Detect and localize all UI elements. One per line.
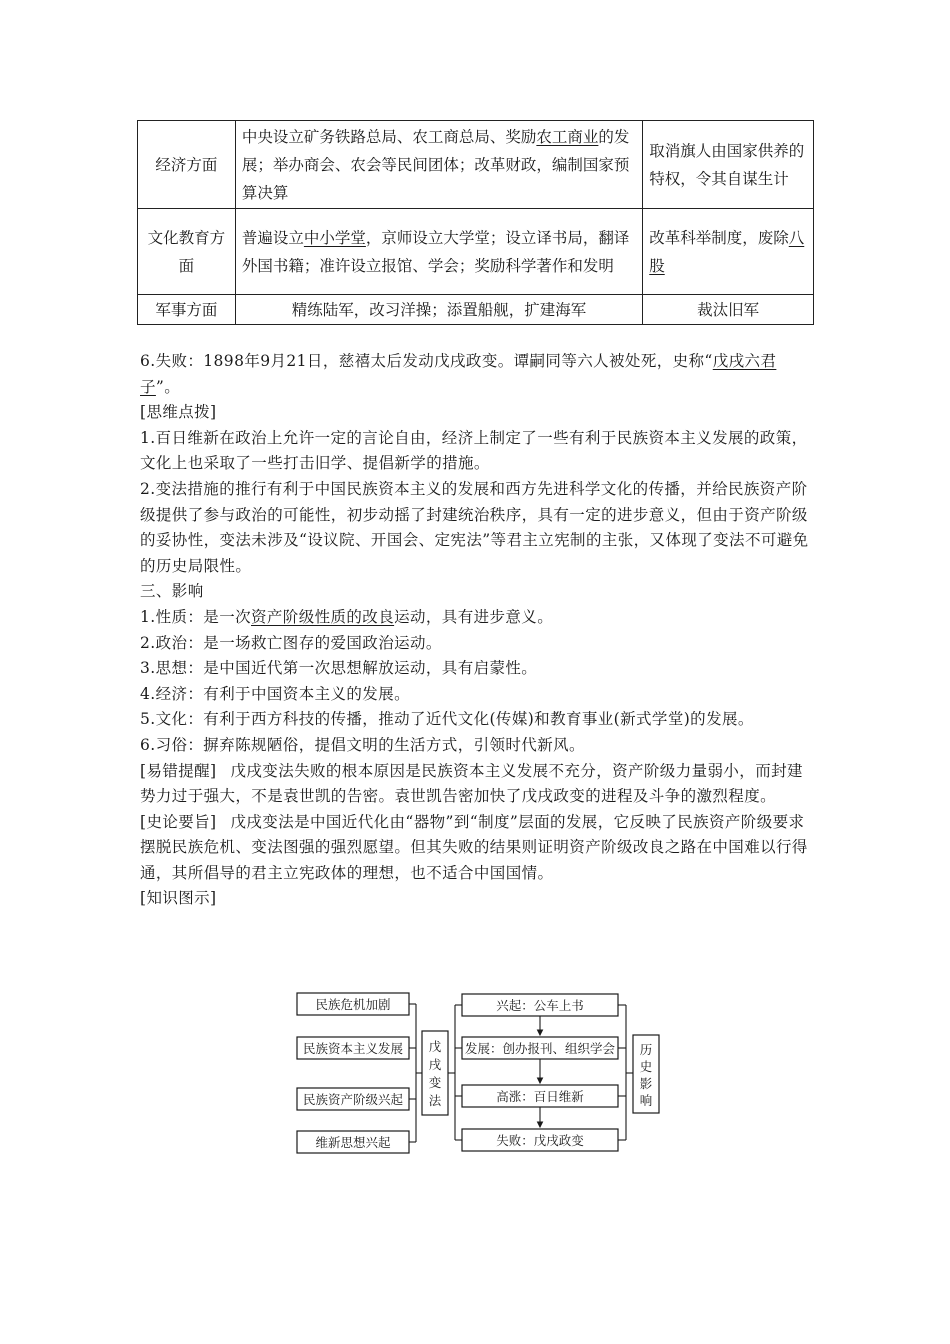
center-char: 变: [428, 1075, 442, 1090]
mistake-paragraph: [易错提醒] 戊戌变法失败的根本原因是民族资本主义发展不充分，资产阶级力量弱小，而封建势力过于强大，不是袁世凯的告密。袁世凯告密加快了戊戌政变的进程及斗争的激烈程度。: [140, 761, 803, 806]
stage-label: 高涨：百日维新: [496, 1089, 584, 1104]
center-char: 戌: [428, 1057, 442, 1072]
measures-cell: 普遍设立中小学堂，京师设立大学堂；设立译书局，翻译外国书籍；准许设立报馆、学会；奖励科学著作和发明: [235, 209, 642, 295]
stage-box: [462, 1037, 618, 1059]
cause-box: [297, 993, 409, 1015]
cause-label: 民族资本主义发展: [302, 1041, 404, 1056]
stage-box: [462, 994, 618, 1016]
body-text: [140, 349, 816, 912]
knowledge-diagram: [290, 985, 670, 1155]
list-item: 3.思想：是中国近代第一次思想解放运动，具有启蒙性。: [140, 659, 538, 678]
abolish-cell: 取消旗人由国家供养的特权，令其自谋生计: [643, 121, 814, 209]
paragraph: 2.变法措施的推行有利于中国民族资本主义的发展和西方先进科学文化的传播，并给民族资产阶级提供了参与政治的可能性，初步动摇了封建统治秩序，具有一定的进步意义，但由于资产阶级的妥协性，变法未涉及“设议院、开国会、定宪法”等君主立宪制的主张，又体现了变法不可避免的历史局限性。: [140, 479, 809, 575]
table-row: [138, 295, 814, 325]
abolish-cell: 裁汰旧军: [643, 295, 814, 325]
cause-box: [297, 1037, 409, 1059]
stage-box: [462, 1129, 618, 1151]
cause-label: 民族危机加剧: [315, 997, 391, 1012]
stage-label: 发展：创办报刊、组织学会: [464, 1041, 616, 1056]
failure-paragraph: 6.失败：1898年9月21日，慈禧太后发动戊戌政变。谭嗣同等六人被处死，史称“戊戌六君子”。: [140, 352, 777, 396]
left-connector: [409, 1004, 422, 1142]
theory-paragraph: [史论要旨] 戊戌变法是中国近代化由“器物”到“制度”层面的发展，它反映了民族资产阶级要求摆脱民族危机、变法图强的强烈愿望。但其失败的结果则证明资产阶级改良之路在中国难以行得通，其所倡导的君主立宪政体的理想，也不适合中国国情。: [140, 812, 808, 882]
paragraph: 1.百日维新在政治上允许一定的言论自由，经济上制定了一些有利于民族资本主义发展的政策，文化上也采取了一些打击旧学、提倡新学的措施。: [140, 428, 808, 473]
table-row: [138, 209, 814, 295]
cause-box: [297, 1088, 409, 1110]
list-item: 2.政治：是一场救亡图存的爱国政治运动。: [140, 633, 442, 652]
stage-label: 兴起：公车上书: [496, 998, 584, 1013]
section-label: [思维点拨]: [140, 403, 217, 422]
impact-box: [633, 1035, 659, 1113]
impact-char: 历: [639, 1042, 653, 1057]
cause-box: [297, 1131, 409, 1153]
list-item: 4.经济：有利于中国资本主义的发展。: [140, 684, 410, 703]
abolish-cell: 改革科举制度，废除八股: [643, 209, 814, 295]
list-item: 1.性质：是一次资产阶级性质的改良运动，具有进步意义。: [140, 607, 554, 626]
measures-cell: 精练陆军，改习洋操；添置船舰，扩建海军: [235, 295, 642, 325]
stage-box: [462, 1085, 618, 1107]
center-char: 戊: [428, 1039, 442, 1054]
center-box: [422, 1031, 448, 1115]
section-heading: 三、影响: [140, 582, 204, 601]
list-item: 6.习俗：摒弃陈规陋俗，提倡文明的生活方式，引领时代新风。: [140, 735, 585, 754]
stage-label: 失败：戊戌政变: [496, 1133, 584, 1148]
table-row: [138, 121, 814, 209]
section-label: [知识图示]: [140, 889, 217, 908]
right-connector: [618, 1005, 633, 1140]
list-item: 5.文化：有利于西方科技的传播，推动了近代文化(传媒)和教育事业(新式学堂)的发展。: [140, 710, 754, 729]
impact-char: 影: [639, 1076, 653, 1091]
center-char: 法: [428, 1093, 442, 1108]
impact-char: 史: [639, 1059, 653, 1074]
aspect-cell: 经济方面: [138, 121, 236, 209]
cause-label: 维新思想兴起: [315, 1135, 391, 1150]
measures-cell: 中央设立矿务铁路总局、农工商总局、奖励农工商业的发展；举办商会、农会等民间团体；改革财政，编制国家预算决算: [235, 121, 642, 209]
aspect-cell: 文化教育方面: [138, 209, 236, 295]
impact-char: 响: [639, 1093, 653, 1108]
middle-connector: [448, 1005, 462, 1140]
reform-measures-table: [137, 120, 814, 325]
aspect-cell: 军事方面: [138, 295, 236, 325]
cause-label: 民族资产阶级兴起: [302, 1092, 404, 1107]
